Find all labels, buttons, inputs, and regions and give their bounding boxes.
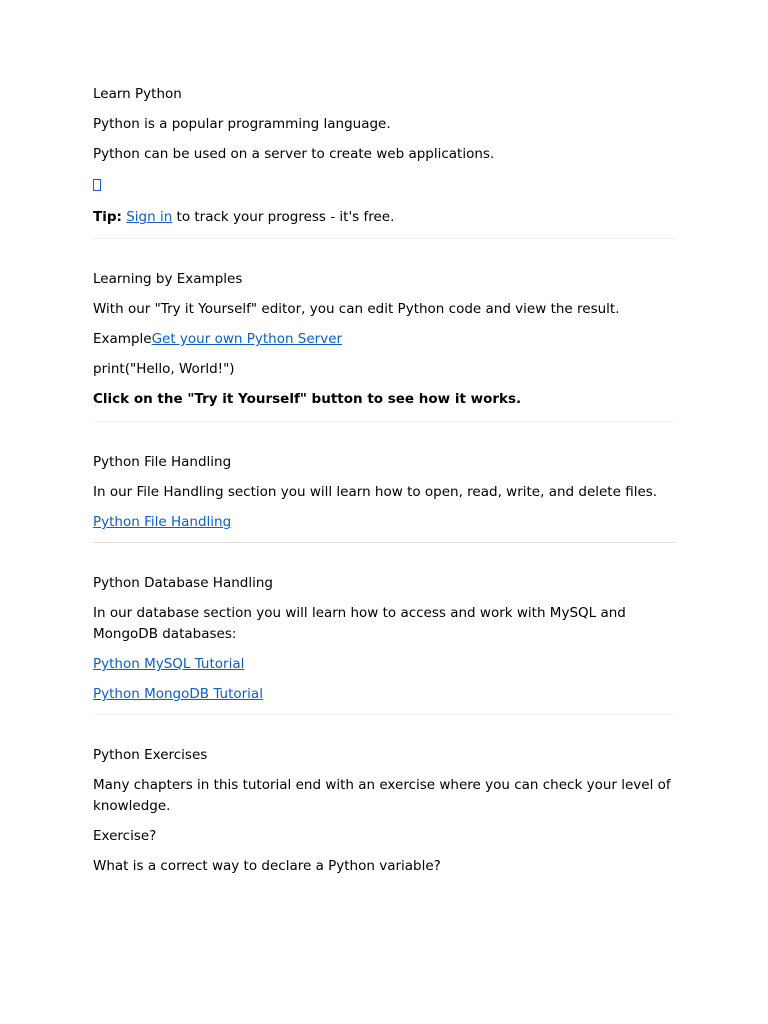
code-example: print("Hello, World!") — [93, 361, 235, 377]
examples-paragraph: With our "Try it Yourself" editor, you can edit Python code and view the result. — [93, 301, 620, 317]
intro-section — [93, 84, 675, 228]
intro-paragraph-1: Python is a popular programming language. — [93, 116, 391, 132]
database-heading: Python Database Handling — [93, 575, 273, 591]
example-line — [93, 329, 675, 350]
external-link-icon-row — [93, 174, 675, 198]
database-paragraph: In our database section you will learn how to access and work with MySQL and MongoDB databases: — [93, 605, 626, 642]
section-divider — [93, 238, 675, 239]
sign-in-link[interactable]: Sign in — [126, 209, 173, 225]
page-title: Learn Python — [93, 86, 182, 102]
try-it-instruction: Click on the "Try it Yourself" button to see how it works. — [93, 391, 522, 407]
file-handling-heading: Python File Handling — [93, 454, 232, 470]
tip-line — [93, 207, 675, 228]
examples-section — [93, 269, 675, 410]
external-link-icon[interactable] — [93, 179, 101, 191]
section-divider — [93, 542, 675, 543]
section-divider — [93, 421, 675, 422]
mysql-link-row — [93, 654, 675, 675]
get-python-server-link[interactable]: Get your own Python Server — [151, 331, 343, 347]
intro-paragraph-2: Python can be used on a server to create web applications. — [93, 146, 495, 162]
mongodb-tutorial-link[interactable]: Python MongoDB Tutorial — [93, 686, 263, 702]
file-handling-paragraph: In our File Handling section you will learn how to open, read, write, and delete files. — [93, 484, 658, 500]
file-handling-link[interactable]: Python File Handling — [93, 514, 232, 530]
mongodb-link-row — [93, 684, 675, 705]
mysql-tutorial-link[interactable]: Python MySQL Tutorial — [93, 656, 245, 672]
section-divider — [93, 714, 675, 715]
page-content — [93, 84, 675, 886]
database-section — [93, 573, 675, 705]
file-handling-section — [93, 452, 675, 533]
example-label: Example — [93, 331, 152, 347]
exercise-question: What is a correct way to declare a Python variable? — [93, 858, 441, 874]
exercises-section — [93, 745, 675, 877]
file-handling-link-row — [93, 512, 675, 533]
tip-text: to track your progress - it's free. — [172, 209, 395, 225]
examples-heading: Learning by Examples — [93, 271, 243, 287]
exercise-label: Exercise? — [93, 828, 157, 844]
exercises-heading: Python Exercises — [93, 747, 208, 763]
exercises-paragraph: Many chapters in this tutorial end with an exercise where you can check your level of knowledge. — [93, 777, 671, 814]
tip-label: Tip: — [93, 209, 122, 225]
